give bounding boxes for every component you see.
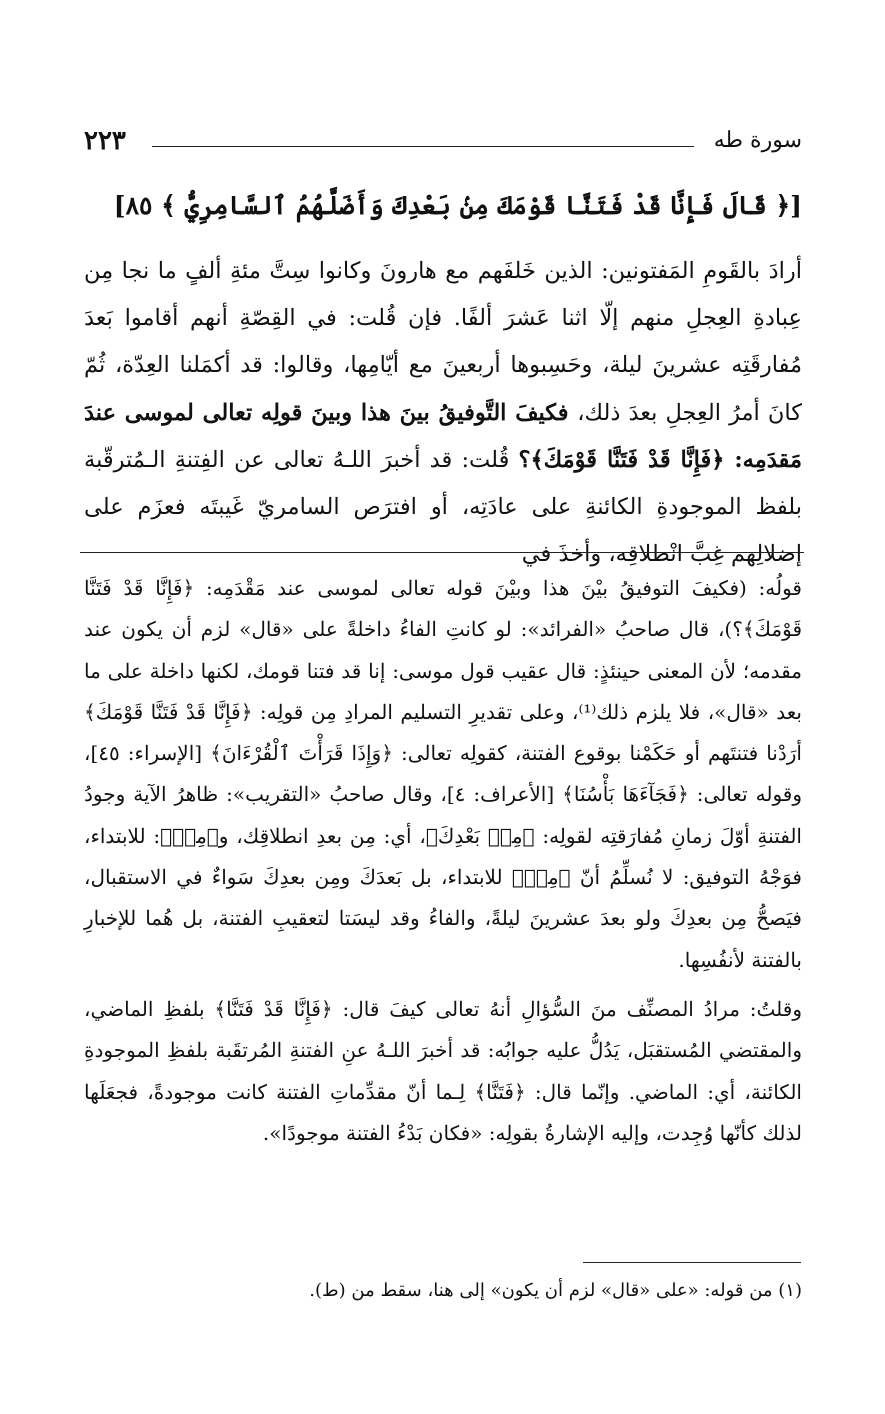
main-text [84, 248, 802, 578]
header-rule [152, 146, 694, 147]
commentary-paragraph-2: وقلتُ: مرادُ المصنِّف منَ السُّؤالِ أنهُ تعالى كيفَ قال: ﴿فَإِنَّا قَدْ فَتَنَّا﴾ بلفظِ الماضي، والمقتضي المُستقبَل، يَدُلُّ عليه جوابُه: قد أخبرَ اللـهُ عنِ الفتنةِ المُرتقَبة بلفظِ الموجودةِ الكائنة، أي: الماضي. وإنّما قال: ﴿فَتَنَّا﴾ لِـما أنّ مقدِّماتِ الفتنة كانت موجودةً، فجعَلَها لذلك كأنّها وُجِدت، وإليه الإشارةُ بقولِه: «فكان بَدْءُ الفتنة موجودًا». [84, 996, 802, 1145]
commentary [84, 568, 802, 1154]
commentary-paragraph-1: قولُه: (فكيفَ التوفيقُ بيْنَ هذا وبيْنَ قوله تعالى لموسى عند مَقْدَمِه: ﴿فَإِنَّا قَدْ فَتَنَّا قَوْمَكَ﴾؟)، قال صاحبُ «الفرائد»: لو كانتِ الفاءُ داخلةً على «قال» لزم أن يكون عند مقدمه؛ لأن المعنى حينئذٍ: قال عقيب قول موسى: إنا قد فتنا قومك، لكنها داخلة على ما بعد «قال»، فلا يلزم ذلك⁽¹⁾، وعلى تقديرِ التسليم المرادِ مِن قولِه: ﴿فَإِنَّا قَدْ فَتَنَّا قَوْمَكَ﴾ أرَدْنا فتنتَهم أو حَكَمْنا بوقوع الفتنة، كقولِه تعالى: ﴿وَإِذَا قَرَأْتَ ٱلْقُرْءَانَ﴾ [الإسراء: ٤٥]، وقوله تعالى: ﴿فَجَآءَهَا بَأْسُنَا﴾ [الأعراف: ٤]، وقال صاحبُ «التقريب»: ظاهرُ الآية وجودُ الفتنةِ أوّلَ زمانِ مُفارَقتِه لقولِه: ﴿مِنۢ بَعْدِكَ﴾، أي: مِن بعدِ انطلاقِك، و﴿مِنۢ﴾: للابتداء، فوَجْهُ التوفيق: لا نُسلِّمُ أنّ ﴿مِنۢ﴾ للابتداء، بل بَعدَكَ ومِن بعدِكَ سَواءٌ في الاستقبال، فيَصحُّ مِن بعدِكَ ولو بعدَ عشرينَ ليلةً، والفاءُ وقد ليسَتا لتعقيبِ الفتنة، بل هُما للإخبارِ بالفتنة لأنفُسِها. [84, 576, 802, 972]
main-text-question: فكيفَ التَّوفيقُ بينَ هذا وبينَ قولِه تعالى لموسى عندَ مَقدَمِه: ﴿فَإِنَّا قَدْ فَتَنَّا قَوْمَكَ﴾؟ [84, 399, 802, 473]
page-header [84, 126, 802, 166]
verse-heading: [﴿ قَالَ فَإِنَّا قَدْ فَتَنَّا قَوْمَكَ مِنۢ بَعْدِكَ وَأَضَلَّهُمُ ٱلسَّامِرِيُّ ﴾ ٨٥] [113, 191, 802, 220]
section-divider [80, 552, 804, 553]
footnote-divider [583, 1262, 801, 1263]
surah-title: سورة طه [713, 128, 802, 153]
footnote: (١) من قوله: «على «قال» لزم أن يكون» إلى هنا، سقط من (ط). [309, 1280, 802, 1301]
page-number: ٢٢٣ [84, 126, 126, 156]
main-text-part1: أرادَ بالقَومِ المَفتونين: الذين خَلفَهم مع هارونَ وكانوا سِتَّ مئةِ ألفٍ ما نجا مِن عِبادةِ العِجلِ منهم إلّا اثنا عَشرَ ألفًا. فإن قُلت: في القِصّةِ أنهم أقاموا بَعدَ مُفارقَتِه عشرينَ ليلة، وحَسِبوها أربعينَ مع أيّامِها، وقالوا: قد أكمَلنا العِدّة، ثُمّ كانَ أمرُ العِجلِ بعدَ ذلك، [84, 258, 802, 426]
main-text-part3: قُلت: قد أخبرَ اللـهُ تعالى عن الفِتنةِ الـمُترقّبة بلفظ الموجودةِ الكائنةِ على عادَتِه، أو افترَص السامريّ غَيبتَه فعزَم على إضلالِهم غِبَّ انْطلاقِه، وأخذَ في [84, 446, 802, 568]
